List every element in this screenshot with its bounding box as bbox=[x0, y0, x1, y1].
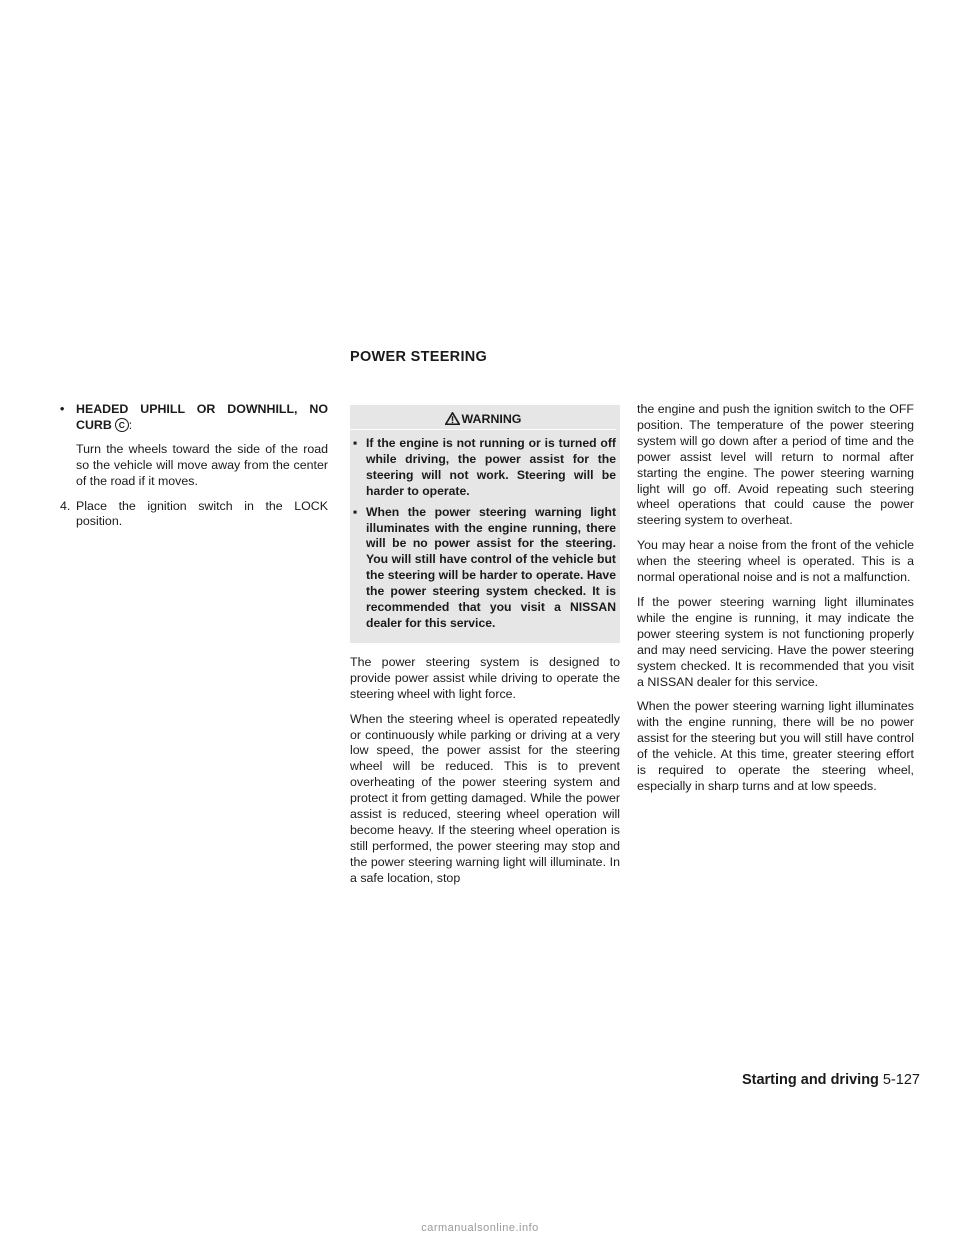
watermark: carmanualsonline.info bbox=[421, 1222, 539, 1234]
bullet-ref-suffix: : bbox=[128, 417, 133, 432]
body-paragraph: You may hear a noise from the front of the vehicle when the steering wheel is operated. This is a normal operational noise and is not a malfunction. bbox=[637, 538, 914, 585]
step-number: 4. bbox=[60, 498, 71, 513]
bullet-title: HEADED UPHILL OR DOWNHILL, NO CURB bbox=[76, 402, 328, 432]
section-heading: POWER STEERING bbox=[350, 349, 488, 365]
circle-c-icon: C bbox=[115, 418, 129, 432]
bullet-dot: • bbox=[60, 402, 65, 416]
warning-bullet: ▪ bbox=[353, 436, 358, 450]
page-footer bbox=[742, 1072, 920, 1088]
bullet-body: Turn the wheels toward the side of the road so the vehicle will move away from the center of the road if it moves. bbox=[76, 441, 328, 488]
warning-item-text: When the power steering warning light illuminates with the engine running, there will be no power assist for the steering. You will still have control of the vehicle but the steering will be harder to operate. Have the power steering system checked. It is recommended that you visit a NISSAN dealer for this service. bbox=[366, 504, 616, 630]
warning-item bbox=[350, 436, 616, 500]
right-column bbox=[637, 402, 914, 804]
body-paragraph: the engine and push the ignition switch to the OFF position. The temperature of the power steering system will go down after a period of time and the power assist level will return to normal after starting the engine. The power steering warning light will go off. Avoid repeating such steering wheel operations that could cause the power steering system to overheat. bbox=[637, 402, 914, 528]
step-text: Place the ignition switch in the LOCK position. bbox=[76, 498, 328, 529]
footer-page-number: 5-127 bbox=[882, 1072, 920, 1088]
footer-section-name: Starting and driving bbox=[741, 1072, 879, 1088]
warning-item-text: If the engine is not running or is turned off while driving, the power assist for the steering will not work. Steering will be harder to operate. bbox=[366, 436, 616, 498]
bullet-item-uphill-downhill bbox=[60, 402, 328, 434]
left-column bbox=[60, 402, 328, 539]
warning-item bbox=[350, 505, 616, 632]
middle-column bbox=[350, 402, 620, 896]
body-paragraph: When the steering wheel is operated repeatedly or continuously while parking or driving at a very low speed, the power assist for the steering wheel will be reduced. This is to prevent overheating of the power steering system and protect it from getting damaged. While the power assist is reduced, steering wheel operation will become heavy. If the steering wheel operation is still performed, the power steering may stop and the power steering warning light will illuminate. In a safe location, stop bbox=[350, 711, 620, 885]
warning-box bbox=[350, 405, 620, 643]
body-paragraph: The power steering system is designed to provide power assist while driving to operate the steering wheel with light force. bbox=[350, 654, 620, 701]
warning-title-text: WARNING bbox=[461, 412, 522, 426]
warning-triangle-icon bbox=[445, 412, 460, 425]
body-paragraph: If the power steering warning light illuminates while the engine is running, it may indicate the power steering system is not functioning properly and may need servicing. Have the power steering system checked. It is recommended that you visit a NISSAN dealer for this service. bbox=[637, 594, 914, 689]
warning-title bbox=[350, 409, 616, 430]
warning-bullet: ▪ bbox=[353, 504, 358, 519]
step-item bbox=[60, 499, 328, 531]
body-paragraph: When the power steering warning light illuminates with the engine running, there will be no power assist for the steering but you will still have control of the vehicle. At this time, greater steering effort is required to operate the steering wheel, especially in sharp turns and at low speeds. bbox=[637, 699, 914, 793]
